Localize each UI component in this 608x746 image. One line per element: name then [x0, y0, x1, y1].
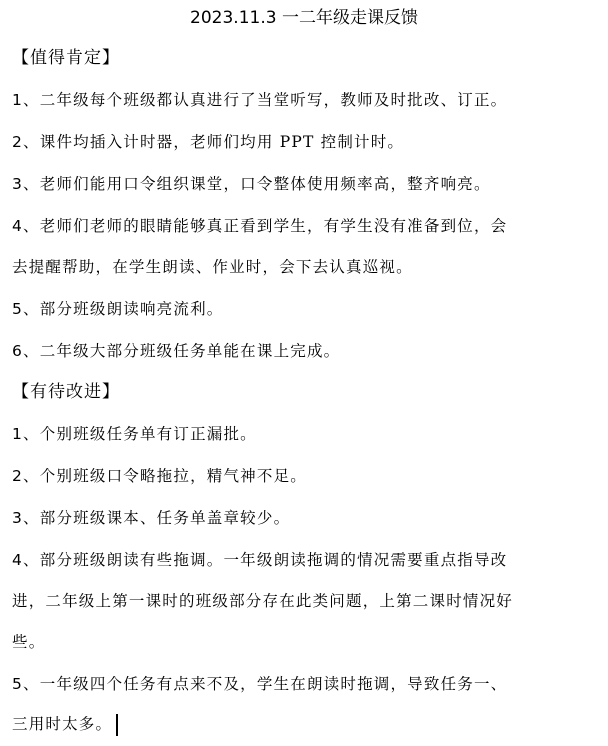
item-text: 些。: [12, 633, 46, 651]
improve-item-1: [12, 414, 596, 455]
item-text: 部分班级朗读有些拖调。一年级朗读拖调的情况需要重点指导改: [39, 551, 508, 569]
item-number: 1、: [12, 425, 40, 443]
item-number: 6、: [12, 342, 40, 360]
item-number: 2、: [12, 133, 40, 151]
improve-item-5: [12, 664, 596, 705]
improve-item-3: [12, 498, 596, 539]
item-number: 5、: [12, 300, 40, 318]
item-text: 老师们老师的眼睛能够真正看到学生，有学生没有准备到位，会: [39, 217, 508, 235]
item-text: 老师们能用口令组织课堂，口令整体使用频率高，整齐响亮。: [39, 175, 491, 193]
item-text: 课件均插入计时器，老师们均用 PPT 控制计时。: [39, 133, 405, 151]
section-heading-praise: 【值得肯定】: [12, 48, 120, 68]
item-text: 进，二年级上第一课时的班级部分存在此类问题，上第二课时情况好: [12, 592, 514, 610]
item-text: 部分班级朗读响亮流利。: [39, 300, 224, 318]
item-text: 个别班级口令略拖拉，精气神不足。: [39, 467, 307, 485]
praise-item-4-continuation: [12, 247, 596, 288]
improve-item-5-continuation: [12, 704, 596, 745]
item-text: 个别班级任务单有订正漏批。: [39, 425, 257, 443]
item-number: 4、: [12, 217, 40, 235]
item-number: 4、: [12, 551, 40, 569]
improve-item-4-continuation-1: [12, 581, 596, 622]
document-title: 2023.11.3 一二年级走课反馈: [190, 8, 418, 28]
section-heading-improve: 【有待改进】: [12, 382, 120, 402]
praise-item-4: [12, 206, 596, 247]
praise-item-3: [12, 164, 596, 205]
praise-item-5: [12, 289, 596, 330]
item-number: 1、: [12, 91, 40, 109]
praise-item-1: [12, 80, 596, 121]
improve-item-2: [12, 456, 596, 497]
item-text: 二年级大部分班级任务单能在课上完成。: [39, 342, 341, 360]
text-cursor: [116, 714, 118, 736]
item-number: 3、: [12, 509, 40, 527]
improve-item-4: [12, 540, 596, 581]
item-text: 去提醒帮助，在学生朗读、作业时，会下去认真巡视。: [12, 258, 413, 276]
praise-item-6: [12, 331, 596, 372]
item-text: 二年级每个班级都认真进行了当堂听写，教师及时批改、订正。: [39, 91, 508, 109]
item-text: 部分班级课本、任务单盖章较少。: [39, 509, 291, 527]
item-text: 一年级四个任务有点来不及，学生在朗读时拖调，导致任务一、: [39, 675, 508, 693]
praise-item-2: [12, 122, 596, 163]
improve-item-4-continuation-2: [12, 622, 596, 663]
item-text: 三用时太多。: [12, 715, 113, 733]
item-number: 5、: [12, 675, 40, 693]
item-number: 2、: [12, 467, 40, 485]
item-number: 3、: [12, 175, 40, 193]
